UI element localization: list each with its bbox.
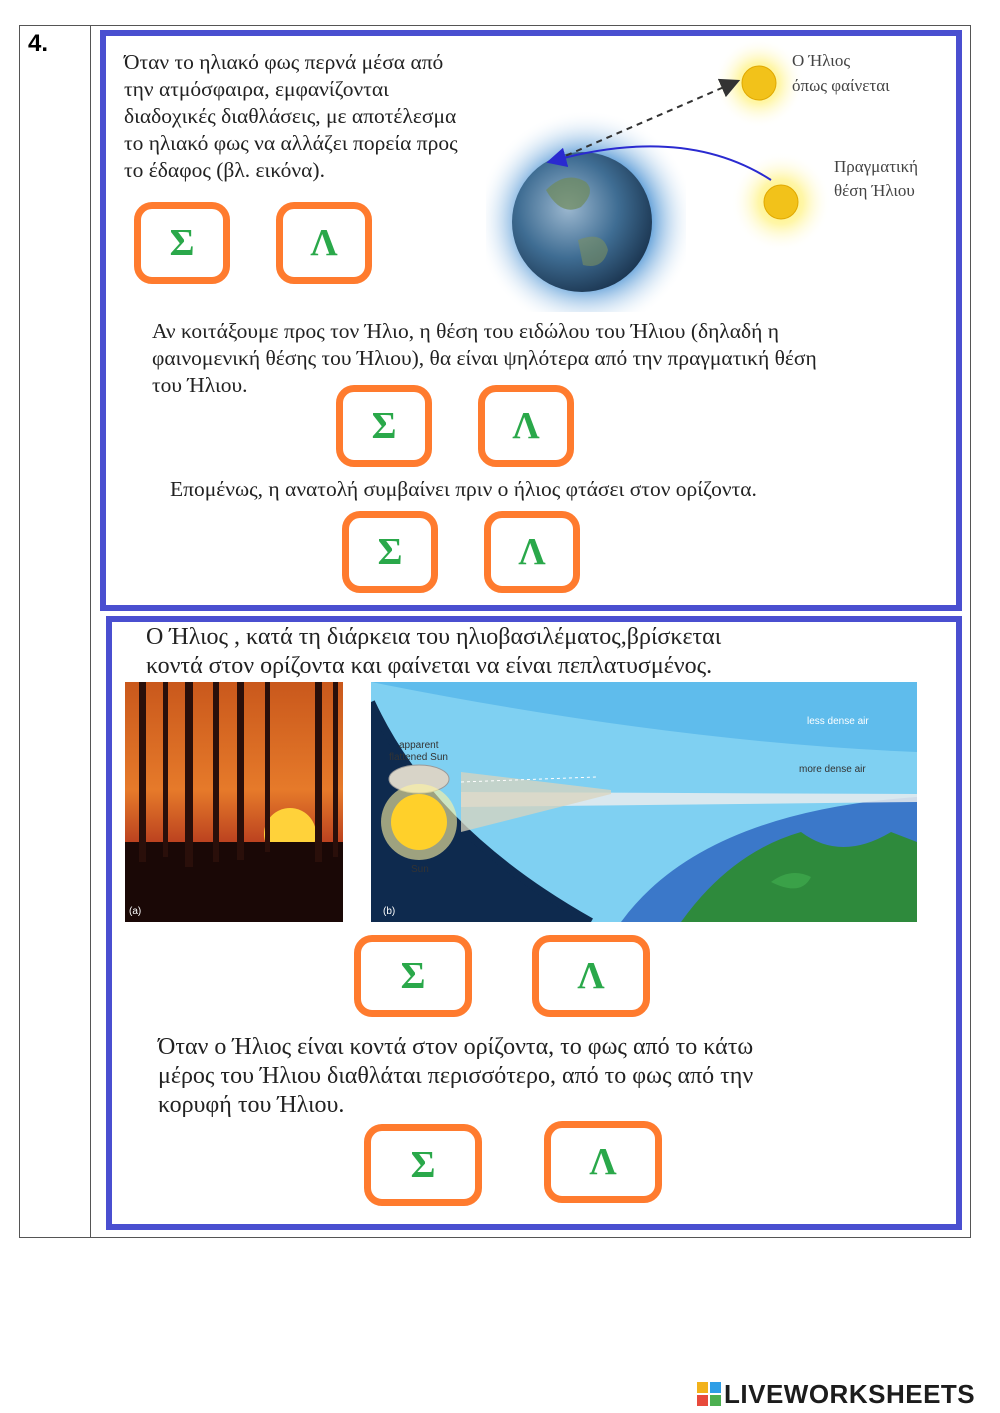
real-sun-label-1: Πραγματική [834, 157, 919, 176]
panel1-statement-3: Επομένως, η ανατολή συμβαίνει πριν ο ήλιος φτάσει στον ορίζοντα. [170, 477, 757, 501]
less-dense-label: less dense air [807, 716, 869, 727]
text-line: Ο Ήλιος , κατά τη διάρκεια του ηλιοβασιλέματος,βρίσκεται [146, 624, 722, 650]
true-button-q3[interactable]: Σ [342, 511, 438, 593]
text-line: Όταν ο Ήλιος είναι κοντά στον ορίζοντα, το φως από το κάτω [158, 1034, 754, 1060]
text-line: την ατμόσφαιρα, εμφανίζονται [124, 77, 389, 101]
flattened-sun-diagram [371, 682, 917, 922]
panel2-intro [146, 623, 721, 681]
text-line: του Ήλιου. [152, 373, 248, 397]
real-sun-label-2: θέση Ήλιου [834, 181, 915, 200]
more-dense-label: more dense air [799, 764, 866, 775]
question-number: 4. [28, 30, 49, 57]
text-line: διαδοχικές διαθλάσεις, με αποτέλεσμα [124, 104, 457, 128]
real-sun-icon [764, 185, 798, 219]
text-line: μέρος του Ήλιου διαθλάται περισσότερο, από το φως από την [158, 1063, 754, 1089]
false-button-q4[interactable]: Λ [532, 935, 650, 1017]
refraction-diagram [486, 40, 956, 312]
logo-text: LIVEWORKSHEETS [724, 1378, 976, 1409]
panel1-intro [124, 49, 458, 184]
true-button-q2[interactable]: Σ [336, 385, 432, 467]
panel1-statement-2 [152, 318, 817, 399]
liveworksheets-logo-icon [697, 1382, 721, 1406]
photo-label: (a) [129, 906, 142, 917]
earth-image [512, 152, 652, 292]
apparent-sun-label-1: Ο Ήλιος [792, 51, 851, 70]
text-line: το ηλιακό φως να αλλάζει πορεία προς [124, 131, 458, 155]
true-button-q4[interactable]: Σ [354, 935, 472, 1017]
false-button-q1[interactable]: Λ [276, 202, 372, 284]
apparent-sun-icon [742, 66, 776, 100]
false-button-q5[interactable]: Λ [544, 1121, 662, 1203]
false-button-q2[interactable]: Λ [478, 385, 574, 467]
true-button-q1[interactable]: Σ [134, 202, 230, 284]
text-line: Όταν το ηλιακό φως περνά μέσα από [124, 50, 444, 74]
apparent-sun-label-1: apparent [399, 740, 439, 751]
text-line: το έδαφος (βλ. εικόνα). [124, 158, 325, 182]
sunset-photo [125, 682, 343, 922]
false-button-q3[interactable]: Λ [484, 511, 580, 593]
text-line: κοντά στον ορίζοντα και φαίνεται να είναι πεπλατυσμένος. [146, 653, 713, 679]
sun-label: Sun [411, 864, 429, 875]
diagram-label-b: (b) [383, 906, 396, 917]
true-button-q5[interactable]: Σ [364, 1124, 482, 1206]
text-line: φαινομενική θέσης του Ήλιου), θα είναι ψηλότερα από την πραγματική θέση [152, 346, 817, 370]
panel2-statement-2 [158, 1033, 753, 1120]
actual-sun [391, 794, 447, 850]
text-line: κορυφή του Ήλιου. [158, 1092, 345, 1118]
text-line: Αν κοιτάξουμε προς τον Ήλιο, η θέση του ειδώλου του Ήλιου (δηλαδή η [152, 319, 780, 343]
liveworksheets-logo [697, 1378, 975, 1410]
apparent-sun-label-2: όπως φαίνεται [792, 76, 890, 95]
column-divider [90, 25, 91, 1238]
apparent-sun-label-2: flattened Sun [389, 752, 448, 763]
